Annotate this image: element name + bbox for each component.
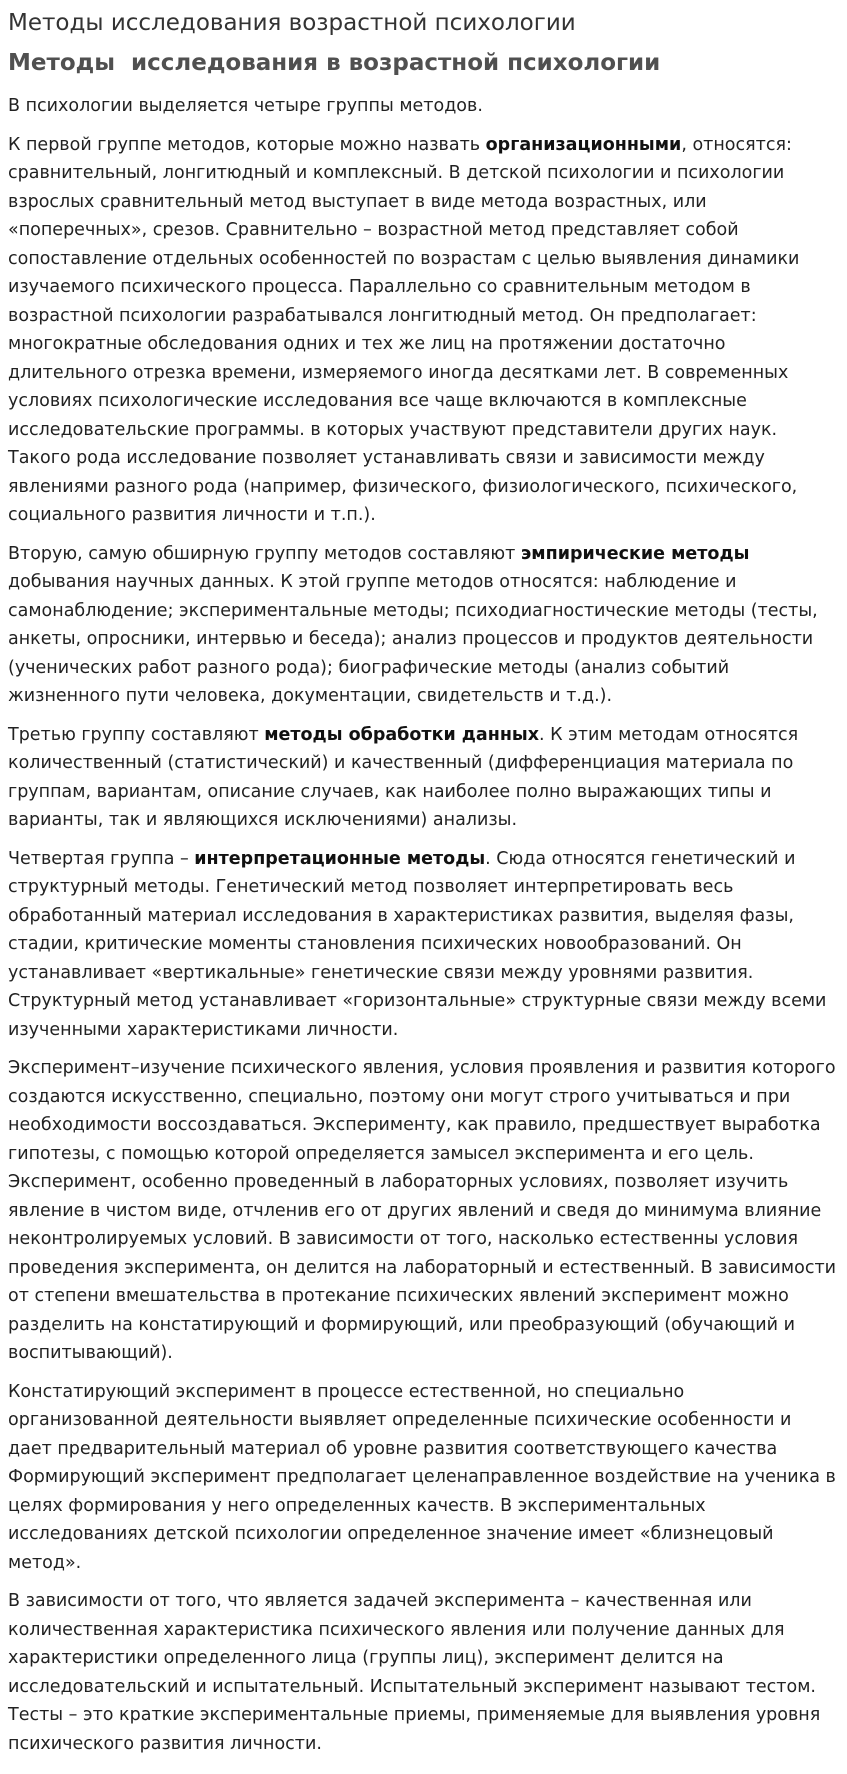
term-data-processing: методы обработки данных	[264, 724, 540, 745]
page-title: Методы исследования возрастной психологии	[8, 10, 576, 36]
paragraph-ascertaining-experiment	[8, 1378, 839, 1578]
article-heading: Методы исследования в возрастной психологии	[8, 50, 661, 76]
paragraph-text: Эксперимент–изучение психического явления, условия проявления и развития которого создаются искусственно, специально, поэтому они могут строго учитываться и при необходимости воссоздаваться. Эксперименту, как правило, предшествует выработка гипотезы, с помощью которой определяется замысел эксперимента и его цель. Эксперимент, особенно проведенный в лабораторных условиях, позволяет изучить явление в чистом виде, отчленив его от других явлений и сведя до минимума влияние неконтролируемых условий. В зависимости от того, насколько естественны условия проведения эксперимента, он делится на лабораторный и естественный. В зависимости от степени вмешательства в протекание психических явлений эксперимент можно разделить на констатирующий и формирующий, или преобразующий (обучающий и воспитывающий).	[8, 1058, 837, 1363]
paragraph-text: В психологии выделяется четыре группы методов.	[8, 96, 483, 116]
paragraph-text: Четвертая группа –	[8, 848, 195, 869]
paragraph-text: . К этим методам относятся количественный (статистический) и качественный (дифференциация материала по группам, вариантам, описание случаев, как наиболее полно выражающих типы и варианты, так и являющихся исключениями) анализы.	[8, 724, 799, 830]
paragraph-test-experiment	[8, 1587, 839, 1758]
paragraph-text: Вторую, самую обширную группу методов составляют	[8, 543, 521, 564]
term-interpretation: интерпретационные методы	[194, 848, 486, 869]
paragraph-text: В зависимости от того, что является задачей эксперимента – качественная или количественная характеристика психического явления или получение данных для характеристики определенного лица (группы лиц), эксперимент делится на исследовательский и испытательный. Испытательный эксперимент называют тестом. Тесты – это краткие экспериментальные приемы, применяемые для выявления уровня психического развития личности.	[8, 1591, 821, 1754]
paragraph-text: . Сюда относятся генетический и структурный методы. Генетический метод позволяет интерпретировать весь обработанный материал исследования в характеристиках развития, выделяя фазы, стадии, критические моменты становления психических новообразований. Он устанавливает «вертикальные» генетические связи между уровнями развития. Структурный метод устанавливает «горизонтальные» структурные связи между всеми изученными характеристиками личности.	[8, 848, 827, 1040]
paragraph-data-processing-methods	[8, 721, 839, 835]
paragraph-text: Третью группу составляют	[8, 724, 265, 745]
paragraph-text: К первой группе методов, которые можно назвать	[8, 134, 486, 155]
paragraph-text: добывания научных данных. К этой группе методов относятся: наблюдение и самонаблюдение; экспериментальные методы; психодиагностические методы (тесты, анкеты, опросники, интервью и беседа); анализ процессов и продуктов деятельности (ученических работ разного рода); биографические методы (анализ событий жизненного пути человека, документации, свидетельств и т.д.).	[8, 572, 818, 706]
paragraph-intro	[8, 92, 839, 121]
paragraph-empirical-methods	[8, 540, 839, 711]
paragraph-text: Констатирующий эксперимент в процессе естественной, но специально организованной деятельности выявляет определенные психические особенности и дает предварительный материал об уровне развития соответствующего качества Формирующий эксперимент предполагает целенаправленное воздействие на ученика в целях формирования у него определенных качеств. В экспериментальных исследованиях детской психологии определенное значение имеет «близнецовый метод».	[8, 1381, 836, 1573]
term-organizational: организационными	[485, 134, 682, 155]
paragraph-experiment	[8, 1054, 839, 1368]
term-empirical: эмпирические методы	[520, 543, 750, 564]
paragraph-text: , относятся: сравнительный, лонгитюдный и комплексный. В детской психологии и психологии взрослых сравнительный метод выступает в виде метода возрастных, или «поперечных», срезов. Сравнительно – возрастной метод представляет собой сопоставление отдельных особенностей по возрастам с целью выявления динамики изучаемого психического процесса. Параллельно со сравнительным методом в возрастной психологии разрабатывался лонгитюдный метод. Он предполагает: многократные обследования одних и тех же лиц на протяжении достаточно длительного отрезка времени, измеряемого иногда десятками лет. В современных условиях психологические исследования все чаще включаются в комплексные исследовательские программы. в которых участвуют представители других наук. Такого рода исследование позволяет устанавливать связи и зависимости между явлениями разного рода (например, физического, физиологического, психического, социального развития личности и т.п.).	[8, 134, 800, 525]
paragraph-interpretation-methods	[8, 845, 839, 1045]
paragraph-organizational-methods	[8, 131, 839, 530]
